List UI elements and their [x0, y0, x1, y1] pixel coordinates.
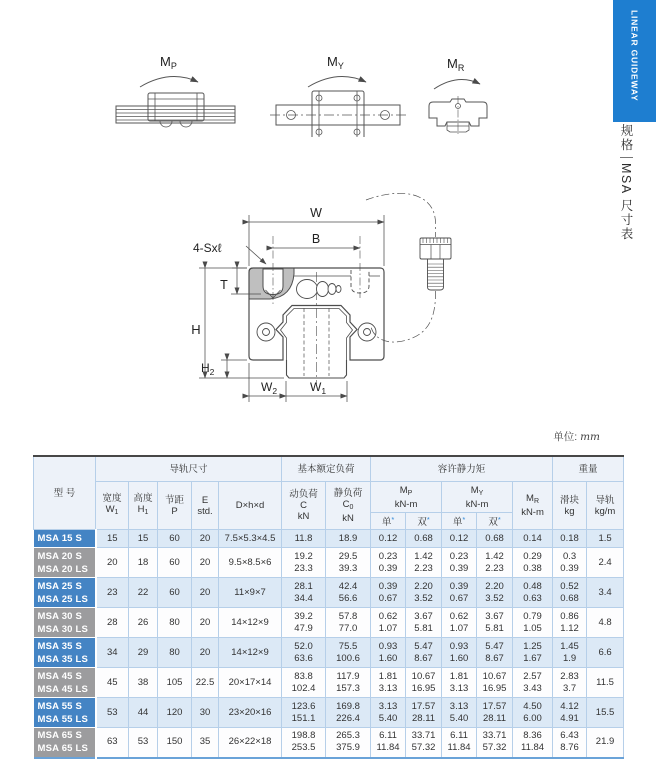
table-cell: 1.25 1.67: [513, 638, 553, 668]
table-cell: 23: [96, 578, 129, 608]
table-row: [34, 668, 624, 698]
table-row: [34, 698, 624, 728]
table-cell: 63: [96, 728, 129, 758]
table-cell: 60: [158, 578, 192, 608]
table-cell: 20: [96, 548, 129, 578]
model-cell: MSA 45 S MSA 45 LS: [34, 668, 96, 698]
table-cell: 39.2 47.9: [282, 608, 326, 638]
table-cell: 75.5 100.6: [326, 638, 371, 668]
table-cell: 0.23 0.39: [371, 548, 406, 578]
mr-diagram: [429, 56, 487, 134]
header-static-load: 静负荷 $C_0$ kN: [326, 482, 371, 530]
table-cell: 34: [96, 638, 129, 668]
table-cell: 53: [96, 698, 129, 728]
header-mp: $M_P$ kN-m: [371, 482, 442, 513]
spec-table: [33, 455, 624, 759]
table-cell: 11×9×7: [219, 578, 282, 608]
model-cell: MSA 15 S: [34, 530, 96, 548]
my-label: $M_Y$: [327, 54, 344, 71]
table-cell: 29: [129, 638, 158, 668]
table-cell: 29.5 39.3: [326, 548, 371, 578]
table-cell: 0.3 0.39: [553, 548, 587, 578]
table-cell: 80: [158, 608, 192, 638]
dim-label-t: T: [220, 278, 228, 292]
header-pitch: 节距 P: [158, 482, 192, 530]
header-mp-single: 单*: [371, 513, 406, 530]
header-e-std: E std.: [192, 482, 219, 530]
table-cell: 28: [96, 608, 129, 638]
cross-section-drawing: [180, 186, 490, 414]
table-cell: 15: [96, 530, 129, 548]
table-cell: 21.9: [587, 728, 624, 758]
header-block-weight: 滑块 kg: [553, 482, 587, 530]
table-cell: 35: [192, 728, 219, 758]
table-cell: 9.5×8.5×6: [219, 548, 282, 578]
table-cell: 1.42 2.23: [406, 548, 442, 578]
table-cell: 4.8: [587, 608, 624, 638]
my-block: [312, 91, 364, 137]
table-cell: 18: [129, 548, 158, 578]
table-cell: 1.5: [587, 530, 624, 548]
model-cell: MSA 25 S MSA 25 LS: [34, 578, 96, 608]
table-cell: 10.67 16.95: [477, 668, 513, 698]
table-cell: 2.4: [587, 548, 624, 578]
table-cell: 0.68: [406, 530, 442, 548]
table-cell: 0.86 1.12: [553, 608, 587, 638]
table-cell: 3.67 5.81: [477, 608, 513, 638]
dim-label-w2: $W_2$: [261, 380, 278, 396]
mr-label: $M_R$: [447, 56, 465, 73]
table-cell: 0.29 0.38: [513, 548, 553, 578]
header-dynamic-load: 动负荷 C kN: [282, 482, 326, 530]
table-cell: 265.3 375.9: [326, 728, 371, 758]
mr-arrow: [434, 80, 480, 89]
table-cell: 0.93 1.60: [371, 638, 406, 668]
table-cell: 11.8: [282, 530, 326, 548]
table-cell: 33.71 57.32: [406, 728, 442, 758]
table-cell: 45: [96, 668, 129, 698]
table-cell: 117.9 157.3: [326, 668, 371, 698]
moment-diagrams: [98, 42, 518, 137]
table-cell: 28.1 34.4: [282, 578, 326, 608]
msa-dimension-table: [33, 455, 624, 759]
model-cell: MSA 65 S MSA 65 LS: [34, 728, 96, 758]
banner-label: LINEAR GUIDEWAY: [629, 10, 640, 102]
table-cell: 2.20 3.52: [477, 578, 513, 608]
table-cell: 10.67 16.95: [406, 668, 442, 698]
cap-screw: [420, 238, 451, 290]
table-cell: 0.18: [553, 530, 587, 548]
table-cell: 0.48 0.63: [513, 578, 553, 608]
table-cell: 8.36 11.84: [513, 728, 553, 758]
table-cell: 57.8 77.0: [326, 608, 371, 638]
table-cell: 20: [192, 548, 219, 578]
table-cell: 26×22×18: [219, 728, 282, 758]
table-cell: 26: [129, 608, 158, 638]
header-mr: $M_R$ kN-m: [513, 482, 553, 530]
model-cell: MSA 30 S MSA 30 LS: [34, 608, 96, 638]
table-cell: 20: [192, 608, 219, 638]
table-cell: 20: [192, 638, 219, 668]
table-cell: 1.45 1.9: [553, 638, 587, 668]
table-row: [34, 638, 624, 668]
table-cell: 0.68: [477, 530, 513, 548]
table-cell: 6.11 11.84: [371, 728, 406, 758]
table-cell: 80: [158, 638, 192, 668]
table-row: [34, 578, 624, 608]
table-row: [34, 530, 624, 548]
table-cell: 1.81 3.13: [442, 668, 477, 698]
unit-note: 单位: mm: [553, 431, 600, 443]
table-cell: 60: [158, 548, 192, 578]
header-group-rail-dimensions: 导轨尺寸: [96, 456, 282, 482]
header-dhd: D×h×d: [219, 482, 282, 530]
table-cell: 7.5×5.3×4.5: [219, 530, 282, 548]
table-cell: 20: [192, 578, 219, 608]
table-cell: 4.12 4.91: [553, 698, 587, 728]
table-cell: 2.57 3.43: [513, 668, 553, 698]
header-group-basic-load: 基本额定负荷: [282, 456, 371, 482]
table-cell: 120: [158, 698, 192, 728]
table-cell: 20: [192, 530, 219, 548]
header-mp-double: 双*: [406, 513, 442, 530]
header-my-single: 单*: [442, 513, 477, 530]
side-tab-section: 规格: [619, 124, 633, 152]
table-cell: 22.5: [192, 668, 219, 698]
dimension-lines: [199, 215, 384, 402]
dim-label-b: B: [311, 232, 321, 246]
mp-arrow: [140, 77, 198, 87]
table-cell: 4.50 6.00: [513, 698, 553, 728]
table-cell: 150: [158, 728, 192, 758]
linear-guideway-banner: [613, 0, 656, 122]
table-cell: 83.8 102.4: [282, 668, 326, 698]
model-cell: MSA 55 S MSA 55 LS: [34, 698, 96, 728]
table-cell: 1.81 3.13: [371, 668, 406, 698]
mp-rail: [116, 106, 235, 123]
table-cell: 6.11 11.84: [442, 728, 477, 758]
dim-label-w: W: [310, 206, 322, 220]
table-cell: 14×12×9: [219, 608, 282, 638]
table-cell: 19.2 23.3: [282, 548, 326, 578]
my-arrow: [308, 77, 366, 87]
header-my: $M_Y$ kN-m: [442, 482, 513, 513]
model-cell: MSA 35 S MSA 35 LS: [34, 638, 96, 668]
table-cell: 15: [129, 530, 158, 548]
table-cell: 5.47 8.67: [477, 638, 513, 668]
table-cell: 123.6 151.1: [282, 698, 326, 728]
mp-label: $M_P$: [160, 54, 177, 71]
table-cell: 0.23 0.39: [442, 548, 477, 578]
header-rail-weight: 导轨 kg/m: [587, 482, 624, 530]
table-cell: 52.0 63.6: [282, 638, 326, 668]
table-cell: 5.47 8.67: [406, 638, 442, 668]
header-my-double: 双*: [477, 513, 513, 530]
table-cell: 60: [158, 530, 192, 548]
table-row: [34, 728, 624, 758]
table-cell: 0.39 0.67: [442, 578, 477, 608]
table-cell: 23×20×16: [219, 698, 282, 728]
table-cell: 198.8 253.5: [282, 728, 326, 758]
table-cell: 3.67 5.81: [406, 608, 442, 638]
table-cell: 3.13 5.40: [371, 698, 406, 728]
table-cell: 2.83 3.7: [553, 668, 587, 698]
my-diagram: [270, 54, 406, 137]
table-cell: 0.79 1.05: [513, 608, 553, 638]
table-cell: 0.62 1.07: [442, 608, 477, 638]
table-cell: 105: [158, 668, 192, 698]
table-row: [34, 548, 624, 578]
table-cell: 2.20 3.52: [406, 578, 442, 608]
table-row: [34, 608, 624, 638]
table-cell: 6.6: [587, 638, 624, 668]
dim-label-h: H: [191, 322, 201, 337]
table-cell: 44: [129, 698, 158, 728]
table-cell: 6.43 8.76: [553, 728, 587, 758]
table-cell: 1.42 2.23: [477, 548, 513, 578]
header-group-static-moment: 容许静力矩: [371, 456, 553, 482]
dim-label-h2: $H_2$: [201, 361, 215, 377]
table-cell: 30: [192, 698, 219, 728]
grease-nipple: [297, 280, 342, 299]
side-tab-page: MSA 尺寸表: [619, 163, 633, 241]
side-tab: [610, 124, 642, 254]
table-cell: 42.4 56.6: [326, 578, 371, 608]
table-cell: 22: [129, 578, 158, 608]
model-cell: MSA 20 S MSA 20 LS: [34, 548, 96, 578]
table-cell: 3.13 5.40: [442, 698, 477, 728]
header-width: 宽度 $W_1$: [96, 482, 129, 530]
table-cell: 0.93 1.60: [442, 638, 477, 668]
bolt-note-label: 4-Sxℓ: [193, 241, 222, 255]
table-cell: 33.71 57.32: [477, 728, 513, 758]
table-cell: 169.8 226.4: [326, 698, 371, 728]
table-cell: 17.57 28.11: [477, 698, 513, 728]
table-cell: 0.52 0.68: [553, 578, 587, 608]
table-cell: 0.62 1.07: [371, 608, 406, 638]
dim-label-w1: $W_1$: [310, 380, 327, 396]
header-height: 高度 $H_1$: [129, 482, 158, 530]
header-group-weight: 重量: [553, 456, 624, 482]
table-cell: 20×17×14: [219, 668, 282, 698]
header-model: 型 号: [34, 456, 96, 530]
table-cell: 18.9: [326, 530, 371, 548]
table-cell: 0.12: [442, 530, 477, 548]
table-cell: 38: [129, 668, 158, 698]
table-cell: 0.39 0.67: [371, 578, 406, 608]
table-cell: 0.14: [513, 530, 553, 548]
table-cell: 3.4: [587, 578, 624, 608]
mp-diagram: [116, 54, 235, 127]
table-cell: 53: [129, 728, 158, 758]
table-cell: 17.57 28.11: [406, 698, 442, 728]
table-cell: 0.12: [371, 530, 406, 548]
side-tab-divider: [620, 157, 633, 158]
table-cell: 14×12×9: [219, 638, 282, 668]
table-cell: 15.5: [587, 698, 624, 728]
table-cell: 11.5: [587, 668, 624, 698]
